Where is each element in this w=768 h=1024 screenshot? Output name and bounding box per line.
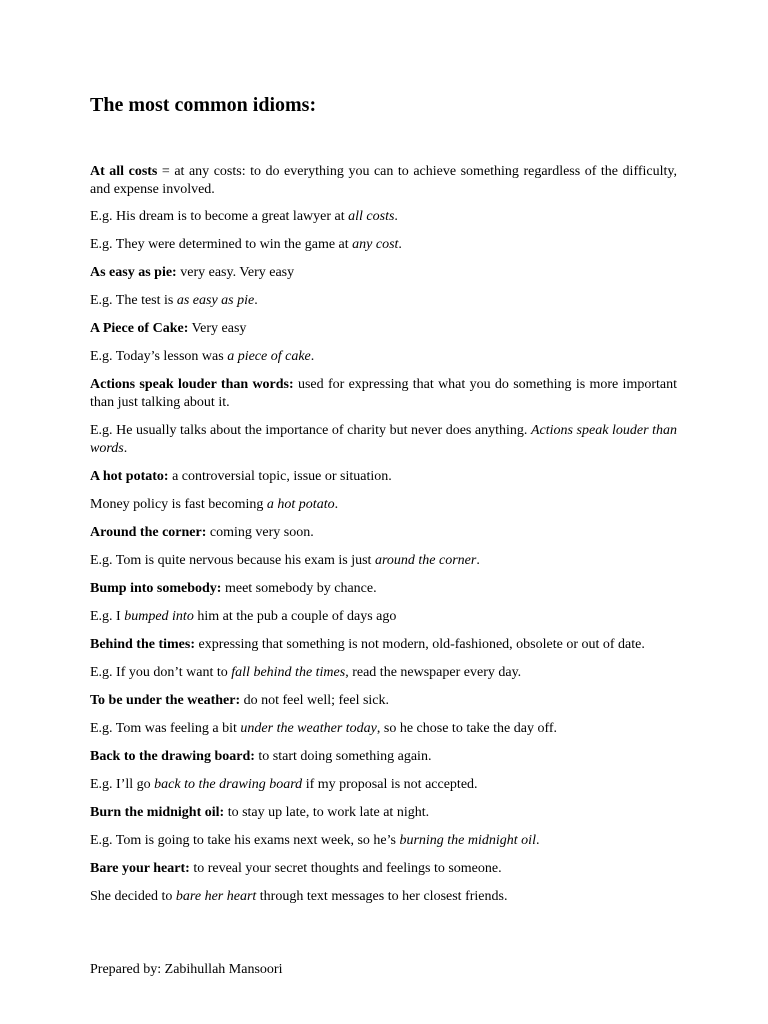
example-text: . (535, 833, 540, 848)
document-page (90, 0, 677, 1024)
example-text: . (310, 349, 315, 364)
example-text: She decided to (90, 889, 176, 904)
example-idiom-phrase: a piece of cake (227, 349, 311, 364)
idiom-example (90, 776, 677, 794)
idiom-definition (90, 468, 677, 486)
example-text: him at the pub a couple of days ago (193, 609, 397, 624)
example-text: . (476, 553, 480, 568)
example-text: E.g. He usually talks about the importance of charity but never does anything. (90, 423, 531, 438)
example-text: through text messages to her closest friends. (256, 889, 508, 904)
idiom-definition (90, 163, 677, 199)
example-idiom-phrase: fall behind the times (231, 665, 346, 680)
footer-author: Prepared by: Zabihullah Mansoori (90, 962, 283, 977)
idiom-definition (90, 636, 677, 654)
example-text: E.g. Today’s lesson was (90, 349, 228, 364)
idiom-definition (90, 264, 677, 282)
idiom-meaning: very easy. Very easy (176, 265, 295, 280)
idiom-meaning: to stay up late, to work late at night. (224, 805, 430, 820)
example-text: E.g. His dream is to become a great lawyer at (90, 209, 349, 224)
example-idiom-phrase: burning the midnight oil (399, 833, 536, 848)
idiom-definition (90, 804, 677, 822)
idiom-meaning: a controversial topic, issue or situation. (168, 469, 392, 484)
idiom-example (90, 422, 677, 458)
idiom-meaning: used for expressing that what you do something is more important than just talking about it. (90, 377, 677, 410)
idiom-term: To be under the weather: (90, 693, 241, 708)
idiom-meaning: do not feel well; feel sick. (240, 693, 390, 708)
idiom-term: Bare your heart: (90, 861, 190, 876)
example-text: E.g. I (90, 609, 125, 624)
idiom-definition (90, 692, 677, 710)
example-idiom-phrase: a hot potato (266, 497, 335, 512)
idiom-example (90, 608, 677, 626)
example-text: E.g. Tom was feeling a bit (90, 721, 241, 736)
idiom-meaning: to reveal your secret thoughts and feelings to someone. (189, 861, 502, 876)
example-text: . (334, 497, 339, 512)
example-idiom-phrase: under the weather today (240, 721, 377, 736)
example-text: . (254, 293, 258, 308)
idiom-term: As easy as pie: (90, 265, 177, 280)
example-idiom-phrase: any cost (352, 237, 399, 252)
page-title: The most common idioms: (90, 94, 317, 116)
example-idiom-phrase: back to the drawing board (154, 777, 303, 792)
idiom-term: A hot potato: (90, 469, 169, 484)
idiom-definition (90, 580, 677, 598)
example-idiom-phrase: bumped into (124, 609, 194, 624)
example-text: E.g. They were determined to win the game at (90, 237, 353, 252)
example-text: , so he chose to take the day off. (376, 721, 558, 736)
example-idiom-phrase: as easy as pie (176, 293, 255, 308)
example-text: E.g. The test is (90, 293, 177, 308)
idiom-term: Bump into somebody: (90, 581, 222, 596)
idiom-example (90, 348, 677, 366)
example-text: E.g. I’ll go (90, 777, 155, 792)
example-text: Money policy is fast becoming (90, 497, 267, 512)
idiom-definition (90, 376, 677, 412)
idiom-meaning: Very easy (188, 321, 247, 336)
idiom-example (90, 208, 677, 226)
idiom-example (90, 664, 677, 682)
idiom-definition (90, 860, 677, 878)
example-text: E.g. Tom is quite nervous because his exam is just (90, 553, 375, 568)
example-idiom-phrase: bare her heart (175, 889, 257, 904)
idiom-definition (90, 320, 677, 338)
idiom-term: Back to the drawing board: (90, 749, 255, 764)
example-text: if my proposal is not accepted. (302, 777, 478, 792)
idiom-definition (90, 748, 677, 766)
idiom-term: Burn the midnight oil: (90, 805, 225, 820)
example-idiom-phrase: Actions speak louder than words (90, 423, 677, 456)
idiom-meaning: meet somebody by chance. (221, 581, 377, 596)
idiom-term: A Piece of Cake: (90, 321, 189, 336)
idiom-meaning: = at any costs: to do everything you can to achieve something regardless of the difficulty, and expense involved. (90, 164, 677, 197)
idiom-term: Behind the times: (90, 637, 195, 652)
idiom-term: Actions speak louder than words: (90, 377, 294, 392)
idiom-example (90, 236, 677, 254)
example-text: E.g. Tom is going to take his exams next week, so he’s (90, 833, 400, 848)
idiom-term: Around the corner: (90, 525, 207, 540)
idiom-list (90, 163, 677, 916)
idiom-example (90, 832, 677, 850)
idiom-term: At all costs (90, 164, 158, 179)
example-text: , read the newspaper every day. (345, 665, 522, 680)
example-idiom-phrase: around the corner (374, 553, 477, 568)
idiom-example (90, 888, 677, 906)
idiom-meaning: expressing that something is not modern, old-fashioned, obsolete or out of date. (195, 637, 645, 652)
example-text: . (123, 441, 128, 456)
idiom-example (90, 552, 677, 570)
idiom-example (90, 292, 677, 310)
idiom-meaning: to start doing something again. (254, 749, 432, 764)
example-text: E.g. If you don’t want to (90, 665, 232, 680)
example-text: . (398, 237, 402, 252)
idiom-example (90, 496, 677, 514)
idiom-example (90, 720, 677, 738)
example-idiom-phrase: all costs (348, 209, 395, 224)
example-text: . (394, 209, 398, 224)
idiom-meaning: coming very soon. (206, 525, 314, 540)
idiom-definition (90, 524, 677, 542)
